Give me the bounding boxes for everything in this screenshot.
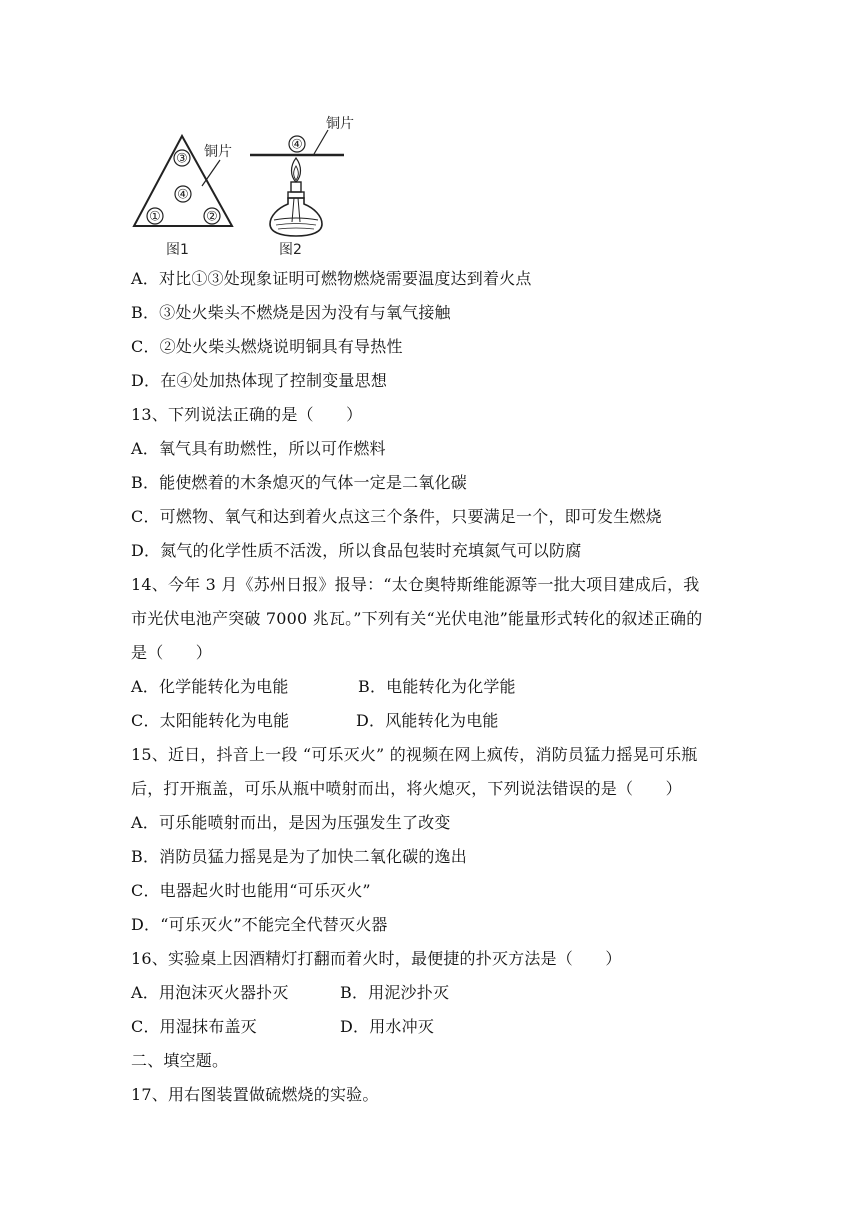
figure-2-alcohol-lamp <box>250 115 354 258</box>
q15-stem-line-1: 15、近日，抖音上一段 “可乐灭火” 的视频在网上疯传，消防员猛力摇晃可乐瓶 <box>131 745 698 764</box>
q16-option-c: C．用湿抹布盖灭 <box>131 1017 257 1036</box>
q17-stem: 17、用右图装置做硫燃烧的实验。 <box>131 1085 379 1104</box>
mark-4: ④ <box>177 187 189 203</box>
q13-option-c: C．可燃物、氧气和达到着火点这三个条件，只要满足一个，即可发生燃烧 <box>131 507 662 526</box>
q14-option-b: B．电能转化为化学能 <box>358 677 516 696</box>
q14-stem-line-3: 是（ ） <box>131 643 213 662</box>
q12-option-d: D．在④处加热体现了控制变量思想 <box>131 371 388 390</box>
q12-option-a: A．对比①③处现象证明可燃物燃烧需要温度达到着火点 <box>131 269 532 288</box>
q16-stem: 16、实验桌上因酒精灯打翻而着火时，最便捷的扑灭方法是（ ） <box>131 949 622 968</box>
mark-3: ③ <box>176 151 188 167</box>
mark-4-fig2: ④ <box>291 137 303 153</box>
q13-option-b: B．能使燃着的木条熄灭的气体一定是二氧化碳 <box>131 473 467 492</box>
q16-option-a: A．用泡沫灭火器扑灭 <box>131 983 289 1002</box>
q13-option-d: D．氮气的化学性质不活泼，所以食品包装时充填氮气可以防腐 <box>131 541 582 560</box>
q12-option-c: C．②处火柴头燃烧说明铜具有导热性 <box>131 337 403 356</box>
fig1-copper-label: 铜片 <box>204 144 232 160</box>
q14-stem-line-1: 14、今年 3 月《苏州日报》报导：“太仓奥特斯维能源等一批大项目建成后，我 <box>131 575 700 594</box>
q15-option-b: B．消防员猛力摇晃是为了加快二氧化碳的逸出 <box>131 847 467 866</box>
fig2-copper-label: 铜片 <box>326 116 354 132</box>
q13-option-a: A．氧气具有助燃性，所以可作燃料 <box>131 439 386 458</box>
q14-option-c: C．太阳能转化为电能 <box>131 711 290 730</box>
q13-stem: 13、下列说法正确的是（ ） <box>131 405 363 424</box>
q15-option-d: D．“可乐灭火”不能完全代替灭火器 <box>131 915 388 934</box>
q14-stem-line-2: 市光伏电池产突破 7000 兆瓦。”下列有关“光伏电池”能量形式转化的叙述正确的 <box>131 609 703 628</box>
q14-option-a: A．化学能转化为电能 <box>131 677 289 696</box>
q15-option-c: C．电器起火时也能用“可乐灭火” <box>131 881 371 900</box>
q15-stem-line-2: 后，打开瓶盖，可乐从瓶中喷射而出，将火熄灭，下列说法错误的是（ ） <box>131 779 682 798</box>
mark-1: ① <box>149 209 161 225</box>
mark-2: ② <box>206 209 218 225</box>
fig1-caption: 图1 <box>166 242 189 258</box>
q12-option-b: B．③处火柴头不燃烧是因为没有与氧气接触 <box>131 303 451 322</box>
q16-option-b: B．用泥沙扑灭 <box>340 983 450 1002</box>
q14-option-d: D．风能转化为电能 <box>356 711 499 730</box>
experiment-figure <box>128 108 368 260</box>
fig2-caption: 图2 <box>279 242 302 258</box>
q16-option-d: D．用水冲灭 <box>340 1017 435 1036</box>
q15-option-a: A．可乐能喷射而出，是因为压强发生了改变 <box>131 813 451 832</box>
figure-1-copper-triangle <box>134 136 232 258</box>
section-2-title: 二、填空题。 <box>131 1051 229 1070</box>
